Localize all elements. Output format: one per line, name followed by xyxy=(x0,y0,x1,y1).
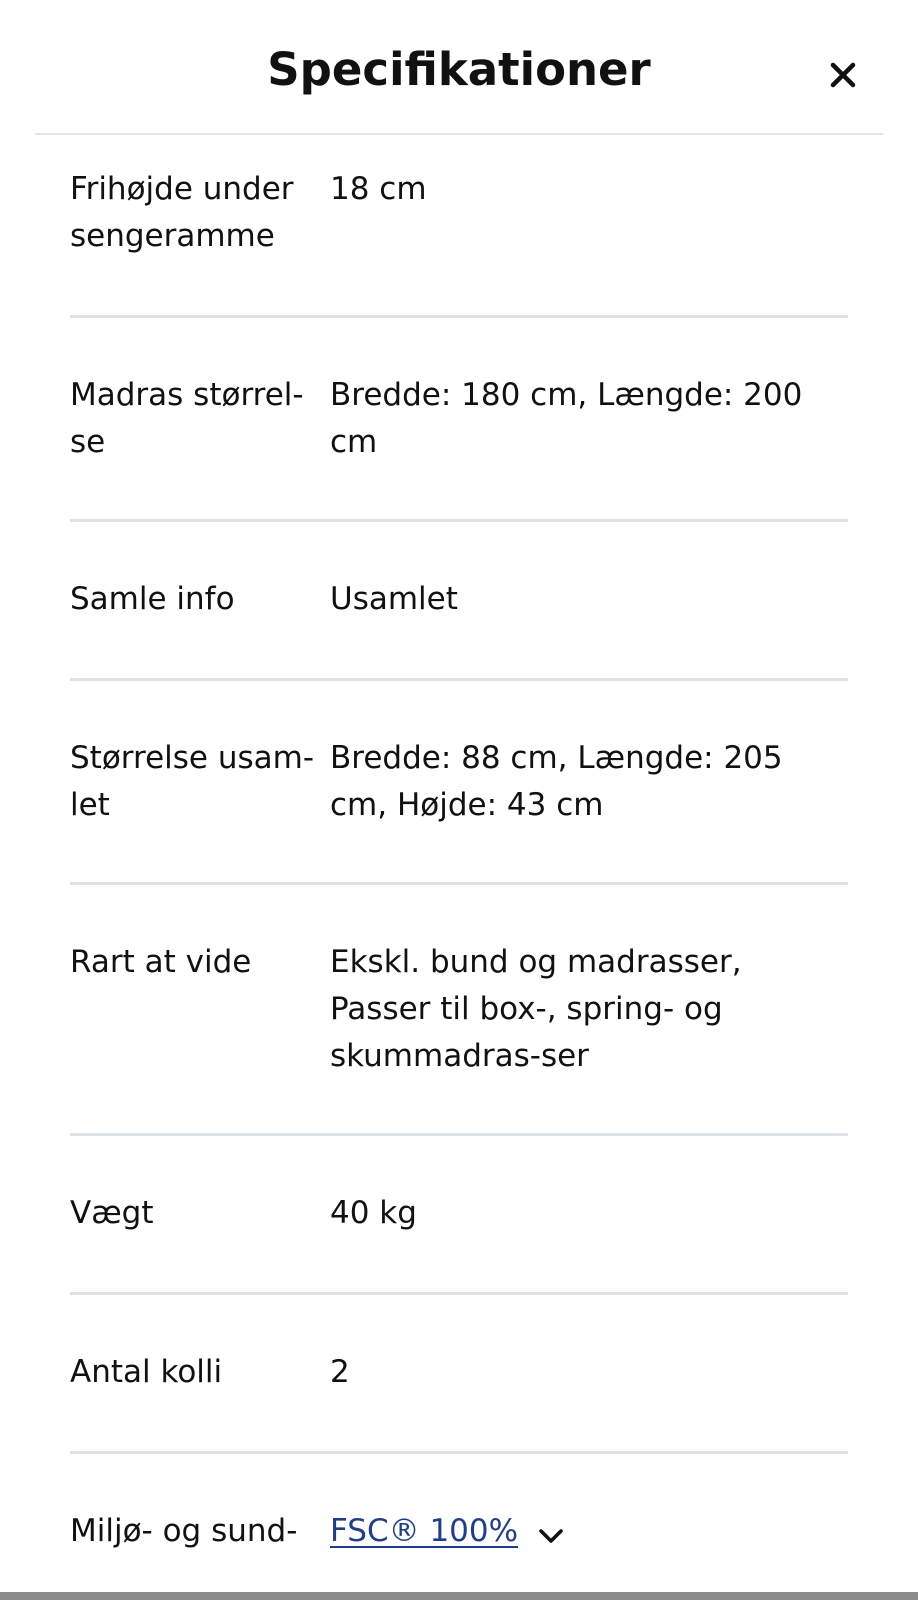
spec-row-unassembled-size xyxy=(70,681,848,885)
close-icon xyxy=(830,62,856,88)
spec-row-mattress-size xyxy=(70,318,848,522)
spec-row-clearance xyxy=(70,136,848,318)
expand-button[interactable] xyxy=(536,1518,566,1548)
spec-label: Antal kolli xyxy=(70,1354,223,1390)
spec-value: 2 xyxy=(330,1354,350,1390)
spec-row-environment xyxy=(70,1454,848,1564)
spec-row-weight xyxy=(70,1136,848,1295)
spec-label: Rart at vide xyxy=(70,944,252,980)
spec-row-packages xyxy=(70,1295,848,1454)
spec-row-assembly xyxy=(70,522,848,681)
spec-list xyxy=(70,136,848,1564)
bottom-scroll-edge xyxy=(0,1592,918,1600)
spec-value: 40 kg xyxy=(330,1195,417,1231)
spec-value: Bredde: 180 cm, Længde: 200 cm xyxy=(330,377,803,460)
spec-label: Vægt xyxy=(70,1195,154,1231)
panel-header xyxy=(0,0,918,136)
page-title: Specifikationer xyxy=(267,43,651,96)
spec-value: Ekskl. bund og madrasser, Passer til box-, spring- og skummadras-ser xyxy=(330,944,742,1074)
spec-value: 18 cm xyxy=(330,171,427,207)
spec-label: Frihøjde under sengeramme xyxy=(70,171,294,254)
fsc-certification-link[interactable]: FSC® 100% xyxy=(330,1513,519,1549)
spec-value: Usamlet xyxy=(330,581,458,617)
spec-label: Størrelse usam-let xyxy=(70,740,315,823)
header-divider xyxy=(35,133,883,135)
spec-value: Bredde: 88 cm, Længde: 205 cm, Højde: 43 cm xyxy=(330,740,783,823)
spec-label: Miljø- og sund- xyxy=(70,1513,298,1549)
spec-value-group xyxy=(330,1508,848,1564)
spec-row-good-to-know xyxy=(70,885,848,1136)
spec-label: Madras størrel-se xyxy=(70,377,304,460)
spec-label: Samle info xyxy=(70,581,235,617)
chevron-down-icon xyxy=(536,1521,566,1551)
close-button[interactable] xyxy=(818,50,868,100)
